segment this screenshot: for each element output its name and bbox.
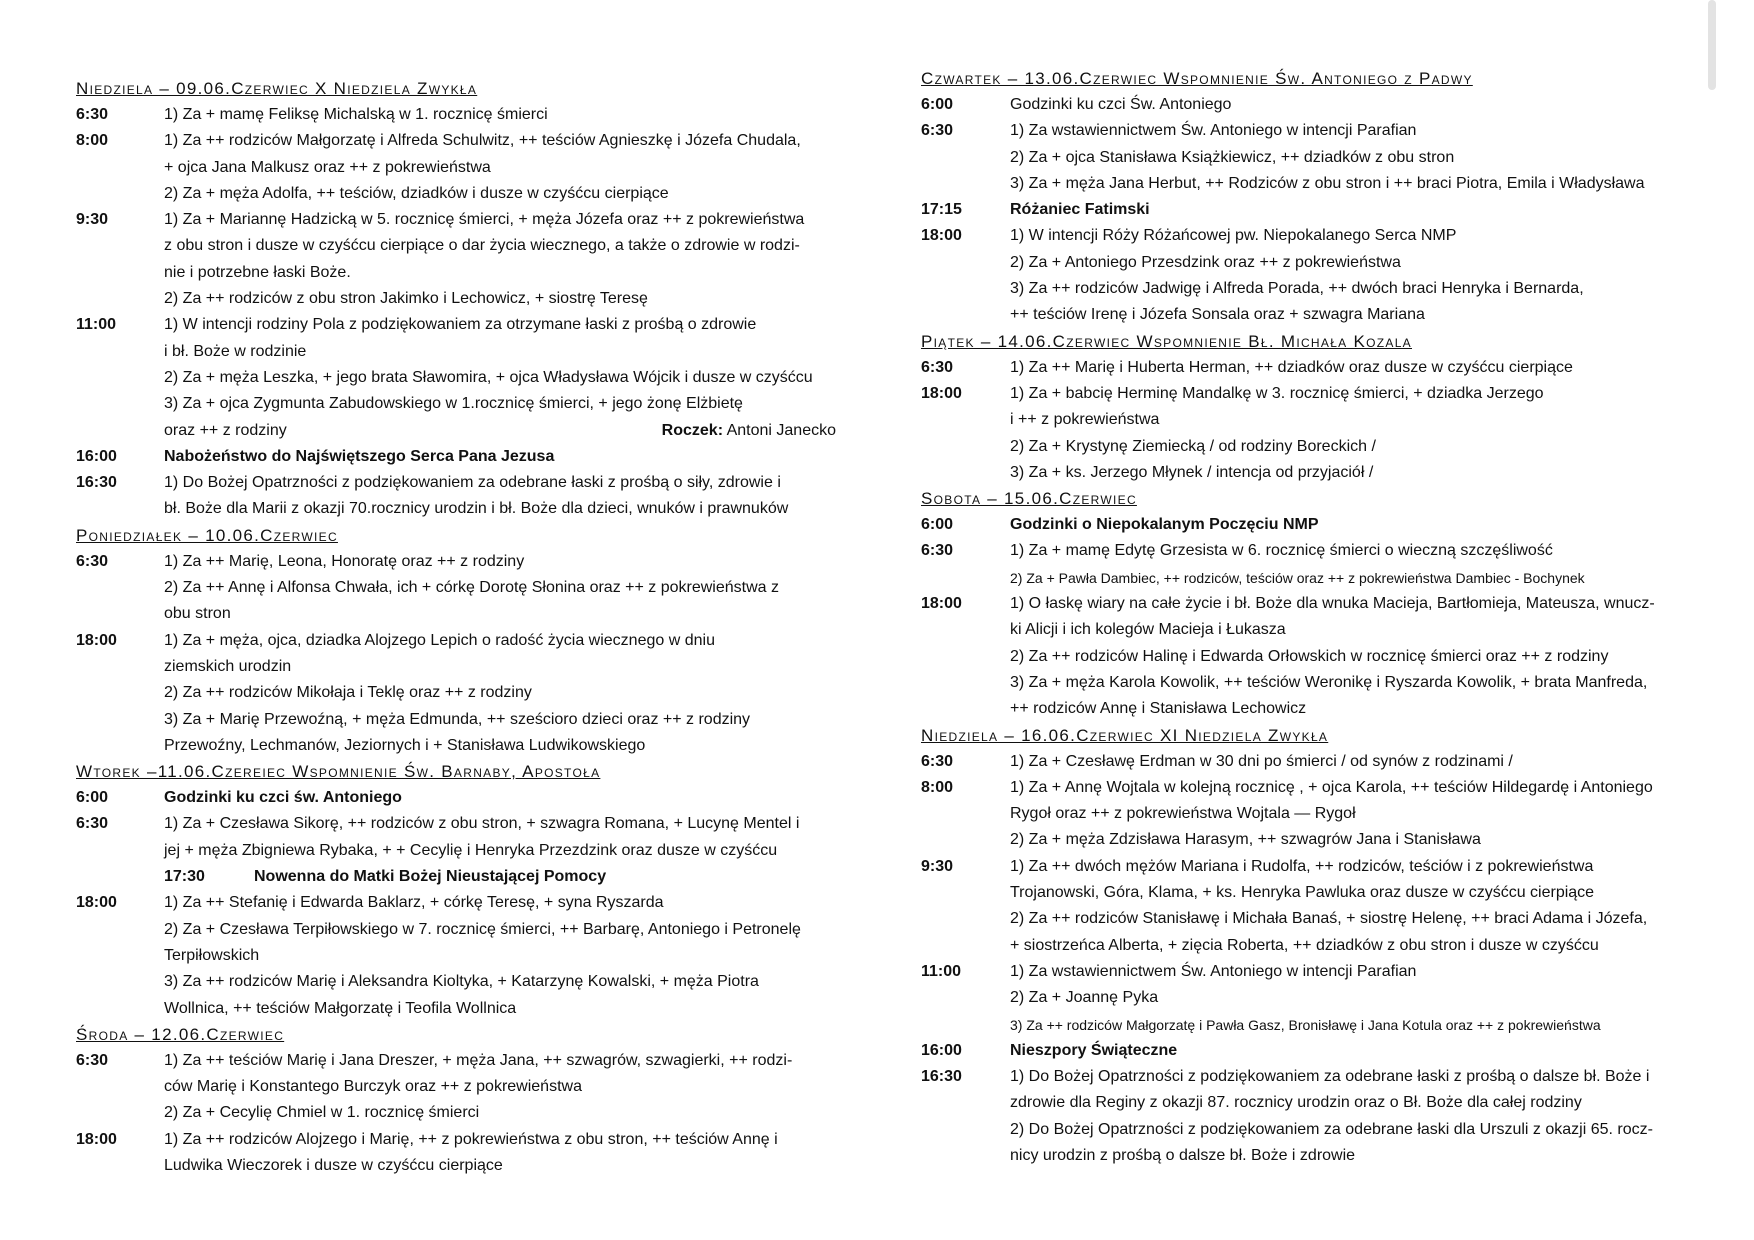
intention-line: 2) Za + Pawła Dambiec, ++ rodziców, teściów oraz ++ z pokrewieństwa Dambiec - Bochynek xyxy=(1010,569,1585,586)
mass-entry xyxy=(921,538,1721,591)
intention-line: obu stron xyxy=(164,605,231,623)
service-name: Nowenna do Matki Bożej Nieustającej Pomocy xyxy=(254,868,607,886)
intention-line: nie i potrzebne łaski Boże. xyxy=(164,263,351,281)
mass-entry xyxy=(921,749,1721,775)
intention-line: Godzinki o Niepokalanym Poczęciu NMP xyxy=(1010,516,1319,534)
intention-line: 2) Za + Joannę Pyka xyxy=(1010,989,1159,1007)
intention-line: 2) Za + męża Leszka, + jego brata Sławomira, + ojca Władysława Wójcik i dusze w czyśćcu xyxy=(164,368,813,386)
intention-line-with-roczek xyxy=(164,418,836,444)
mass-entry xyxy=(921,512,1721,538)
mass-entry xyxy=(76,549,856,628)
mass-time: 17:15 xyxy=(921,201,962,219)
mass-time: 18:00 xyxy=(76,631,117,649)
mass-intentions xyxy=(1010,775,1721,854)
mass-entry xyxy=(76,1127,856,1180)
intention-line: 1) Za ++ teściów Marię i Jana Dreszer, + męża Jana, ++ szwagrów, szwagierki, ++ rodzi- xyxy=(164,1051,793,1069)
intention-line: 1) Do Bożej Opatrzności z podziękowaniem za odebrane łaski z prośbą o siły, zdrowie i xyxy=(164,474,781,492)
intention-line: ++ teściów Irenę i Józefa Sonsala oraz + szwagra Mariana xyxy=(1010,306,1425,324)
mass-intentions xyxy=(1010,118,1721,197)
mass-entry xyxy=(921,1038,1721,1064)
mass-time: 8:00 xyxy=(76,132,109,150)
mass-entry xyxy=(921,854,1721,959)
intention-line: bł. Boże dla Marii z okazji 70.rocznicy urodzin i bł. Boże dla dzieci, wnuków i prawnuków xyxy=(164,500,789,518)
intention-line: + ojca Jana Malkusz oraz ++ z pokrewieństwa xyxy=(164,158,491,176)
mass-entry xyxy=(921,197,1721,223)
intention-line: 1) Za + Mariannę Hadzicką w 5. rocznicę śmierci, + męża Józefa oraz ++ z pokrewieństwa xyxy=(164,211,805,229)
intention-line: 2) Za + Antoniego Przesdzink oraz ++ z pokrewieństwa xyxy=(1010,253,1401,271)
mass-time: 6:30 xyxy=(76,815,109,833)
mass-entry xyxy=(921,118,1721,197)
day-heading: Czwartek – 13.06.Czerwiec Wspomnienie Św. Antoniego z Padwy xyxy=(921,69,1473,88)
roczek-name: Antoni Janecko xyxy=(723,421,836,439)
intention-line: Trojanowski, Góra, Klama, + ks. Henryka Pawluka oraz dusze w czyśćcu cierpiące xyxy=(1010,884,1595,902)
intention-line: 2) Za + męża Zdzisława Harasym, ++ szwagrów Jana i Stanisława xyxy=(1010,831,1481,849)
intention-line: 1) Za + Czesława Sikorę, ++ rodziców z obu stron, + szwagra Romana, + Lucynę Mentel i xyxy=(164,815,800,833)
intention-line: 1) O łaskę wiary na całe życie i bł. Boże dla wnuka Macieja, Bartłomieja, Mateusza, wnucz- xyxy=(1010,595,1655,613)
intention-line: 3) Za + Marię Przewoźną, + męża Edmunda, ++ sześcioro dzieci oraz ++ z rodziny xyxy=(164,710,751,728)
intention-line: Różaniec Fatimski xyxy=(1010,201,1150,219)
mass-intentions xyxy=(1010,512,1721,538)
mass-time: 18:00 xyxy=(921,595,962,613)
intention-line: 1) Za + babcię Herminę Mandalkę w 3. rocznicę śmierci, + dziadka Jerzego xyxy=(1010,384,1544,402)
intention-line: 1) W intencji rodziny Pola z podziękowaniem za otrzymane łaski z prośbą o zdrowie xyxy=(164,316,757,334)
intention-line: 1) Za wstawiennictwem Św. Antoniego w intencji Parafian xyxy=(1010,962,1417,980)
intention-line: 2) Za + męża Adolfa, ++ teściów, dziadków i dusze w czyśćcu cierpiące xyxy=(164,184,669,202)
intention-line: 2) Za ++ Annę i Alfonsa Chwała, ich + córkę Dorotę Słonina oraz ++ z pokrewieństwa z xyxy=(164,579,779,597)
mass-time: 9:30 xyxy=(921,857,954,875)
mass-intentions xyxy=(164,1048,856,1127)
intention-line: 3) Za ++ rodziców Małgorzatę i Pawła Gasz, Bronisławę i Jana Kotula oraz ++ z pokrewieństwa xyxy=(1010,1016,1601,1033)
intention-line: jej + męża Zbigniewa Rybaka, + + Cecylię i Henryka Przezdzink oraz dusze w czyśćcu xyxy=(164,841,778,859)
mass-intentions xyxy=(1010,749,1721,775)
mass-entry xyxy=(76,444,856,470)
mass-intentions xyxy=(164,628,856,759)
mass-entry xyxy=(921,1064,1721,1169)
mass-intentions xyxy=(1010,197,1721,223)
mass-entry xyxy=(76,628,856,759)
mass-time: 16:00 xyxy=(921,1041,962,1059)
mass-time: 6:30 xyxy=(921,542,954,560)
intention-line: ++ rodziców Annę i Stanisława Lechowicz xyxy=(1010,700,1307,718)
mass-entry xyxy=(921,959,1721,1038)
mass-entry xyxy=(76,1048,856,1127)
mass-entry xyxy=(921,381,1721,486)
intention-line: 1) Za ++ rodziców Alojzego i Marię, ++ z pokrewieństwa z obu stron, ++ teściów Annę i xyxy=(164,1130,778,1148)
intention-line: ziemskich urodzin xyxy=(164,657,292,675)
mass-entry xyxy=(921,355,1721,381)
intention-line: 3) Za + męża Jana Herbut, ++ Rodziców z obu stron i ++ braci Piotra, Emila i Władysława xyxy=(1010,174,1645,192)
mass-intentions xyxy=(164,444,856,470)
intention-line: 1) Za ++ Stefanię i Edwarda Baklarz, + córkę Teresę, + syna Ryszarda xyxy=(164,894,664,912)
intention-line: 2) Za + Czesława Terpiłowskiego w 7. rocznicę śmierci, ++ Barbarę, Antoniego i Petronelę xyxy=(164,920,801,938)
intention-text: oraz ++ z rodziny xyxy=(164,421,287,439)
intention-line: 3) Za ++ rodziców Marię i Aleksandra Kioltyka, + Katarzynę Kowalski, + męża Piotra xyxy=(164,973,759,991)
day-heading: Poniedziałek – 10.06.Czerwiec xyxy=(76,525,338,545)
intention-line: 2) Za ++ rodziców Halinę i Edwarda Orłowskich w rocznicę śmierci oraz ++ z rodziny xyxy=(1010,647,1609,665)
mass-entry xyxy=(76,811,856,864)
roczek-label: Roczek: xyxy=(661,421,724,439)
intention-line: 1) Za ++ Marię i Huberta Herman, ++ dziadków oraz dusze w czyśćcu cierpiące xyxy=(1010,358,1573,376)
intention-line: Ludwika Wieczorek i dusze w czyśćcu cierpiące xyxy=(164,1156,503,1174)
mass-entry xyxy=(76,102,856,128)
intention-line: Godzinki ku czci Św. Antoniego xyxy=(1010,96,1232,113)
intention-line: + siostrzeńca Alberta, + zięcia Roberta, ++ dziadków z obu stron i dusze w czyśćcu xyxy=(1010,936,1599,954)
mass-intentions xyxy=(164,890,856,1021)
intention-line: 1) Za wstawiennictwem Św. Antoniego w intencji Parafian xyxy=(1010,122,1417,140)
mass-intentions xyxy=(164,811,856,864)
intention-line: 2) Za + Cecylię Chmiel w 1. rocznicę śmierci xyxy=(164,1104,480,1122)
mass-time: 6:00 xyxy=(921,96,954,113)
mass-intentions xyxy=(164,128,856,207)
intention-line: 2) Za + ojca Stanisława Książkiewicz, ++ dziadków z obu stron xyxy=(1010,148,1455,166)
mass-time: 11:00 xyxy=(921,962,962,980)
mass-entry xyxy=(76,128,856,207)
day-heading: Wtorek –11.06.Czereiec Wspomnienie Św. Barnaby, Apostoła xyxy=(76,762,601,782)
intention-line: 1) Do Bożej Opatrzności z podziękowaniem za odebrane łaski z prośbą o dalsze bł. Boże i xyxy=(1010,1068,1650,1086)
roczek-note xyxy=(662,418,836,444)
mass-time: 18:00 xyxy=(921,384,962,402)
intention-line: 1) Za ++ rodziców Małgorzatę i Alfreda Schulwitz, ++ teściów Agnieszkę i Józefa Chudala, xyxy=(164,132,801,150)
intention-line: 3) Za ++ rodziców Jadwigę i Alfreda Porada, ++ dwóch braci Henryka i Bernarda, xyxy=(1010,280,1584,298)
mass-entry xyxy=(921,591,1721,722)
mass-time: 6:30 xyxy=(76,552,109,570)
intention-line: 1) Za + męża, ojca, dziadka Alojzego Lepich o radość życia wiecznego w dniu xyxy=(164,631,715,649)
mass-intentions xyxy=(1010,538,1721,591)
intention-line: ki Alicji i ich kolegów Macieja i Łukasza xyxy=(1010,621,1286,639)
mass-intentions xyxy=(164,207,856,312)
mass-intentions xyxy=(1010,92,1721,118)
mass-entry xyxy=(921,223,1721,328)
mass-time: 18:00 xyxy=(76,894,117,912)
mass-entry xyxy=(921,92,1721,118)
service-time: 17:30 xyxy=(164,868,205,886)
intention-line: Terpiłowskich xyxy=(164,946,260,964)
mass-intentions xyxy=(1010,1038,1721,1064)
mass-entry xyxy=(76,207,856,312)
mass-intentions xyxy=(1010,959,1721,1038)
mass-intentions xyxy=(164,102,856,128)
mass-entry xyxy=(76,890,856,1021)
mass-entry xyxy=(921,775,1721,854)
intention-line: Godzinki ku czci św. Antoniego xyxy=(164,789,402,807)
mass-intentions xyxy=(164,549,856,628)
mass-intentions xyxy=(164,785,856,811)
mass-time: 18:00 xyxy=(921,227,962,245)
mass-time: 11:00 xyxy=(76,316,117,334)
intention-line: z obu stron i dusze w czyśćcu cierpiące o dar życia wiecznego, a także o zdrowie w rodzi- xyxy=(164,237,800,255)
intention-line: 1) Za + Czesławę Erdman w 30 dni po śmierci / od synów z rodzinami / xyxy=(1010,752,1513,770)
mass-time: 16:00 xyxy=(76,447,117,465)
mass-time: 6:30 xyxy=(76,106,109,123)
intention-line: Nabożeństwo do Najświętszego Serca Pana Jezusa xyxy=(164,447,555,465)
mass-intentions xyxy=(164,1127,856,1180)
mass-time: 18:00 xyxy=(76,1130,117,1148)
mass-intentions xyxy=(1010,854,1721,959)
mass-time: 8:00 xyxy=(921,778,954,796)
mass-time: 16:30 xyxy=(76,474,117,492)
intention-line: 2) Za ++ rodziców z obu stron Jakimko i Lechowicz, + siostrę Teresę xyxy=(164,290,648,308)
day-heading: Niedziela – 09.06.Czerwiec X Niedziela Zwykła xyxy=(76,79,478,98)
scrollbar-thumb[interactable] xyxy=(1708,0,1716,90)
day-heading: Piątek – 14.06.Czerwiec Wspomnienie Bł. Michała Kozala xyxy=(921,331,1412,351)
mass-time: 6:30 xyxy=(76,1051,109,1069)
mass-intentions xyxy=(1010,223,1721,328)
day-heading: Niedziela – 16.06.Czerwiec XI Niedziela Zwykła xyxy=(921,725,1329,745)
mass-time: 6:30 xyxy=(921,752,954,770)
mass-time: 6:00 xyxy=(921,516,954,534)
intention-line: 1) Za + mamę Feliksę Michalską w 1. rocznicę śmierci xyxy=(164,106,548,123)
mass-entry xyxy=(76,470,856,523)
day-heading: Środa – 12.06.Czerwiec xyxy=(76,1024,285,1044)
special-service xyxy=(76,864,856,890)
intention-line: 1) Za ++ Marię, Leona, Honoratę oraz ++ z rodziny xyxy=(164,552,525,570)
mass-intentions xyxy=(1010,381,1721,486)
intention-line: Nieszpory Świąteczne xyxy=(1010,1041,1178,1059)
mass-time: 6:30 xyxy=(921,358,954,376)
intention-line: 3) Za + ks. Jerzego Młynek / intencja od przyjaciół / xyxy=(1010,463,1374,481)
intention-line: i bł. Boże w rodzinie xyxy=(164,342,307,360)
mass-intentions xyxy=(164,470,856,523)
intention-line: Rygoł oraz ++ z pokrewieństwa Wojtala — Rygoł xyxy=(1010,805,1356,823)
intention-line: 1) Za ++ dwóch mężów Mariana i Rudolfa, ++ rodziców, teściów i z pokrewieństwa xyxy=(1010,857,1594,875)
intention-line: nicy urodzin z prośbą o dalsze bł. Boże i zdrowie xyxy=(1010,1146,1356,1164)
mass-time: 6:30 xyxy=(921,122,954,140)
day-heading: Sobota – 15.06.Czerwiec xyxy=(921,489,1137,509)
mass-time: 6:00 xyxy=(76,789,109,807)
intention-line: 2) Do Bożej Opatrzności z podziękowaniem za odebrane łaski dla Urszuli z okazji 65. rocz- xyxy=(1010,1120,1653,1138)
mass-time: 9:30 xyxy=(76,211,109,229)
intention-line: 2) Za ++ rodziców Stanisławę i Michała Banaś, + siostrę Helenę, ++ braci Adama i Józefa, xyxy=(1010,910,1648,928)
mass-intentions xyxy=(164,312,856,443)
mass-time: 16:30 xyxy=(921,1068,962,1086)
mass-entry xyxy=(76,312,856,443)
intention-line: 2) Za ++ rodziców Mikołaja i Teklę oraz ++ z rodziny xyxy=(164,684,532,702)
intention-line: 3) Za + ojca Zygmunta Zabudowskiego w 1.rocznicę śmierci, + jego żonę Elżbietę xyxy=(164,395,743,413)
mass-entry xyxy=(76,785,856,811)
mass-intentions xyxy=(1010,591,1721,722)
intention-line: 1) Za + Annę Wojtala w kolejną rocznicę , + ojca Karola, ++ teściów Hildegardę i Antoniego xyxy=(1010,778,1653,796)
intention-line: Przewoźny, Lechmanów, Jeziornych i + Stanisława Ludwikowskiego xyxy=(164,736,646,754)
intention-line: ców Marię i Konstantego Burczyk oraz ++ z pokrewieństwa xyxy=(164,1078,582,1096)
intention-line: i ++ z pokrewieństwa xyxy=(1010,411,1160,429)
intention-line: Wollnica, ++ teściów Małgorzatę i Teofila Wollnica xyxy=(164,999,517,1017)
intention-line: zdrowie dla Reginy z okazji 87. rocznicy urodzin oraz o Bł. Boże dla całej rodziny xyxy=(1010,1094,1582,1112)
intention-line: 3) Za + męża Karola Kowolik, ++ teściów Weronikę i Ryszarda Kowolik, + brata Manfreda, xyxy=(1010,673,1648,691)
schedule-column-right xyxy=(921,66,1721,1169)
mass-intentions xyxy=(1010,355,1721,381)
schedule-column-left xyxy=(76,76,856,1179)
intention-line: 2) Za + Krystynę Ziemiecką / od rodziny Boreckich / xyxy=(1010,437,1376,455)
intention-line: 1) W intencji Róży Różańcowej pw. Niepokalanego Serca NMP xyxy=(1010,227,1457,245)
intention-line: 1) Za + mamę Edytę Grzesista w 6. rocznicę śmierci o wieczną szczęśliwość xyxy=(1010,542,1553,560)
mass-intentions xyxy=(1010,1064,1721,1169)
